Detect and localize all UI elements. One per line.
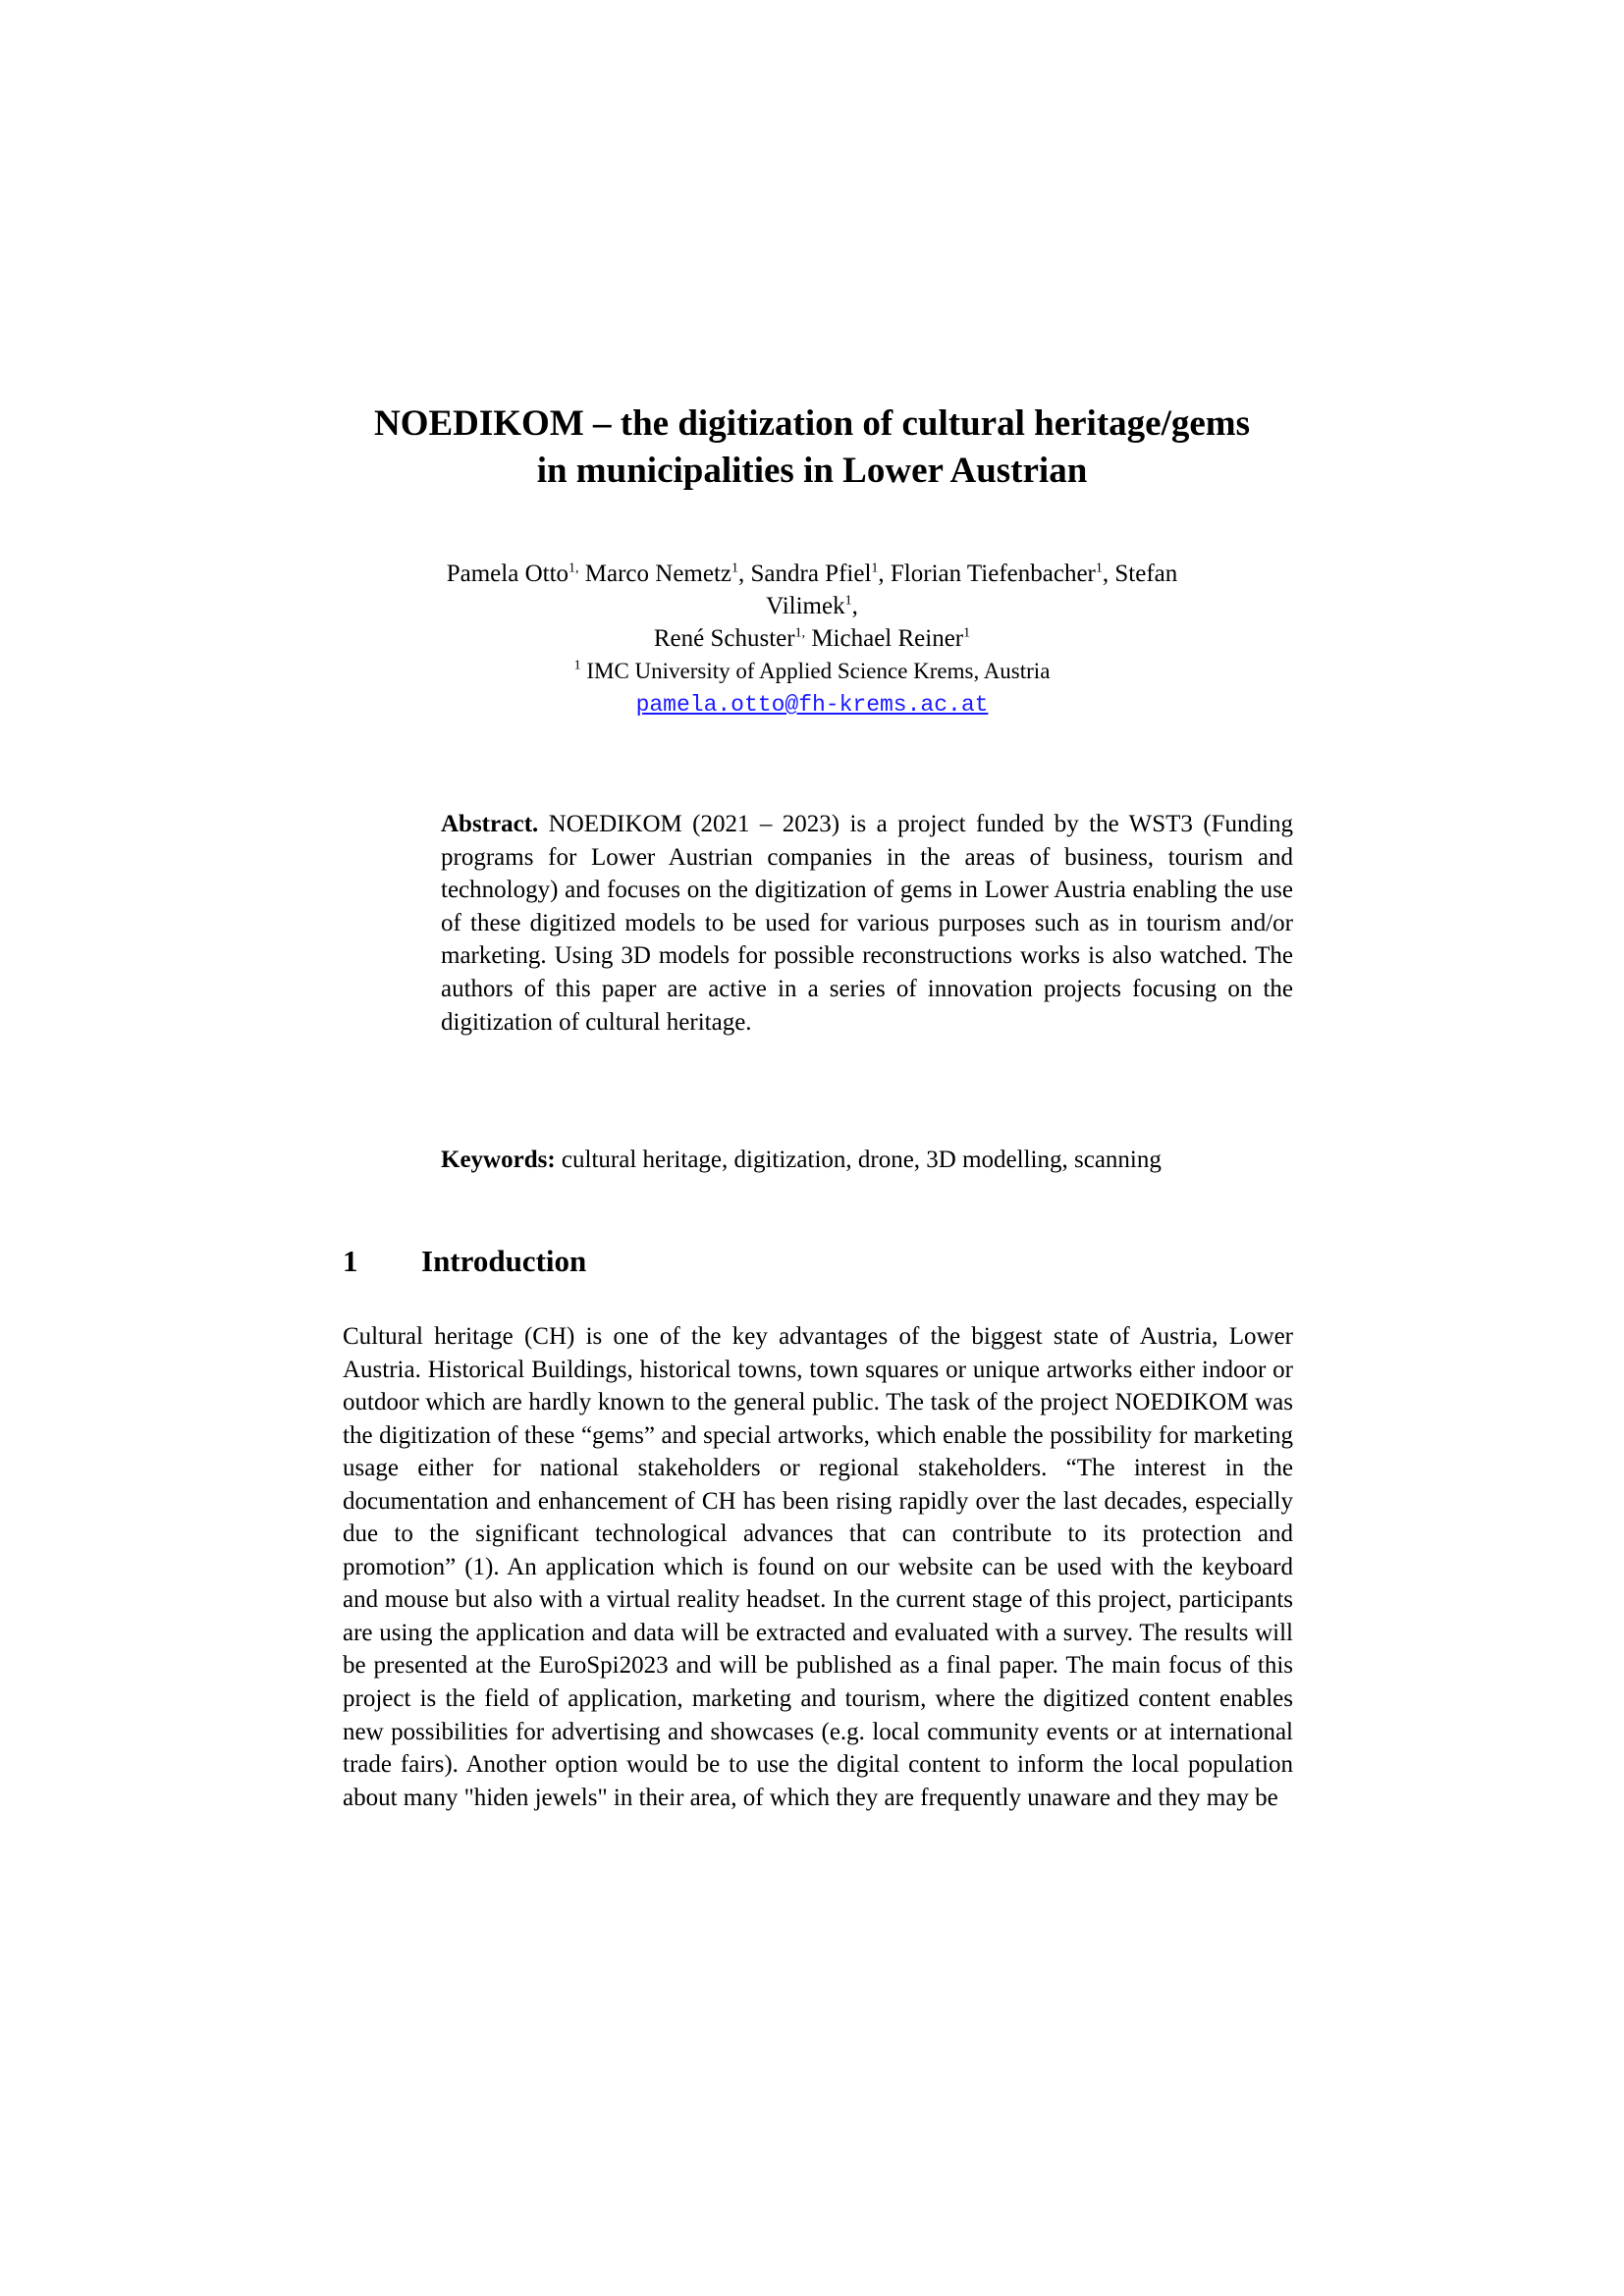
author-name: Michael Reiner <box>805 625 964 652</box>
author-line-1 <box>373 558 1251 590</box>
abstract-label: Abstract. <box>441 811 539 837</box>
author-name: , Florian Tiefenbacher <box>878 561 1096 587</box>
section-number: 1 <box>343 1244 358 1278</box>
abstract <box>441 808 1293 1039</box>
paper-title <box>295 400 1329 495</box>
affiliation <box>373 655 1251 687</box>
affiliation-mark: 1 <box>573 658 581 673</box>
keywords-label: Keywords: <box>441 1147 556 1173</box>
author-separator: , <box>851 593 858 619</box>
author-name: Marco Nemetz <box>578 561 731 587</box>
author-line-3 <box>373 622 1251 655</box>
author-line-2 <box>373 590 1251 622</box>
keywords-text: cultural heritage, digitization, drone, 3D modelling, scanning <box>555 1147 1162 1173</box>
author-affiliation-mark: 1 <box>963 625 971 641</box>
author-affiliation-mark: 1 <box>731 561 738 576</box>
title-line-1: NOEDIKOM – the digitization of cultural heritage/gems <box>373 403 1250 444</box>
author-affiliation-mark: 1 <box>1095 561 1103 576</box>
affiliation-text: IMC University of Applied Science Krems, Austria <box>580 659 1051 683</box>
author-name: René Schuster <box>653 625 795 652</box>
author-name: Pamela Otto <box>446 561 569 587</box>
author-name: , Sandra Pfiel <box>738 561 872 587</box>
author-name: , Stefan <box>1102 561 1178 587</box>
title-line-2: in municipalities in Lower Austrian <box>536 451 1088 491</box>
email-line <box>373 687 1251 721</box>
author-affiliation-mark: 1, <box>568 561 579 576</box>
section-heading-introduction <box>343 1242 586 1281</box>
author-block <box>373 558 1251 721</box>
author-name: Vilimek <box>766 593 845 619</box>
author-affiliation-mark: 1, <box>794 625 806 641</box>
author-email-link[interactable]: pamela.otto@fh-krems.ac.at <box>635 692 989 718</box>
section-title: Introduction <box>421 1244 587 1278</box>
author-affiliation-mark: 1 <box>844 593 852 609</box>
author-affiliation-mark: 1 <box>871 561 879 576</box>
keywords <box>441 1144 1325 1176</box>
introduction-paragraph: Cultural heritage (CH) is one of the key advantages of the biggest state of Austria, Lower Austria. Historical Buildings, historical towns, town squares or unique artworks either indoor or outdoor which are hardly known to the general public. The task of the project NOEDIKOM was the digitization of these “gems” and special artworks, which enable the possibility for marketing usage either for national stakeholders or regional stakeholders. “The interest in the documentation and enhancement of CH has been rising rapidly over the last decades, especially due to the significant technological advances that can contribute to its protection and promotion” (1). An application which is found on our website can be used with the keyboard and mouse but also with a virtual reality headset. In the current stage of this project, participants are using the application and data will be extracted and evaluated with a survey. The results will be presented at the EuroSpi2023 and will be published as a final paper. The main focus of this project is the field of application, marketing and tourism, where the digitized content enables new possibilities for advertising and showcases (e.g. local community events or at international trade fairs). Another option would be to use the digital content to inform the local population about many "hiden jewels" in their area, of which they are frequently unaware and they may be <box>343 1323 1293 1811</box>
abstract-text: NOEDIKOM (2021 – 2023) is a project funded by the WST3 (Funding programs for Lower Austrian companies in the areas of business, tourism and technology) and focuses on the digitization of gems in Lower Austria enabling the use of these digitized models to be used for various purposes such as in tourism and/or marketing. Using 3D models for possible reconstructions works is also watched. The authors of this paper are active in a series of innovation projects focusing on the digitization of cultural heritage. <box>441 811 1293 1036</box>
